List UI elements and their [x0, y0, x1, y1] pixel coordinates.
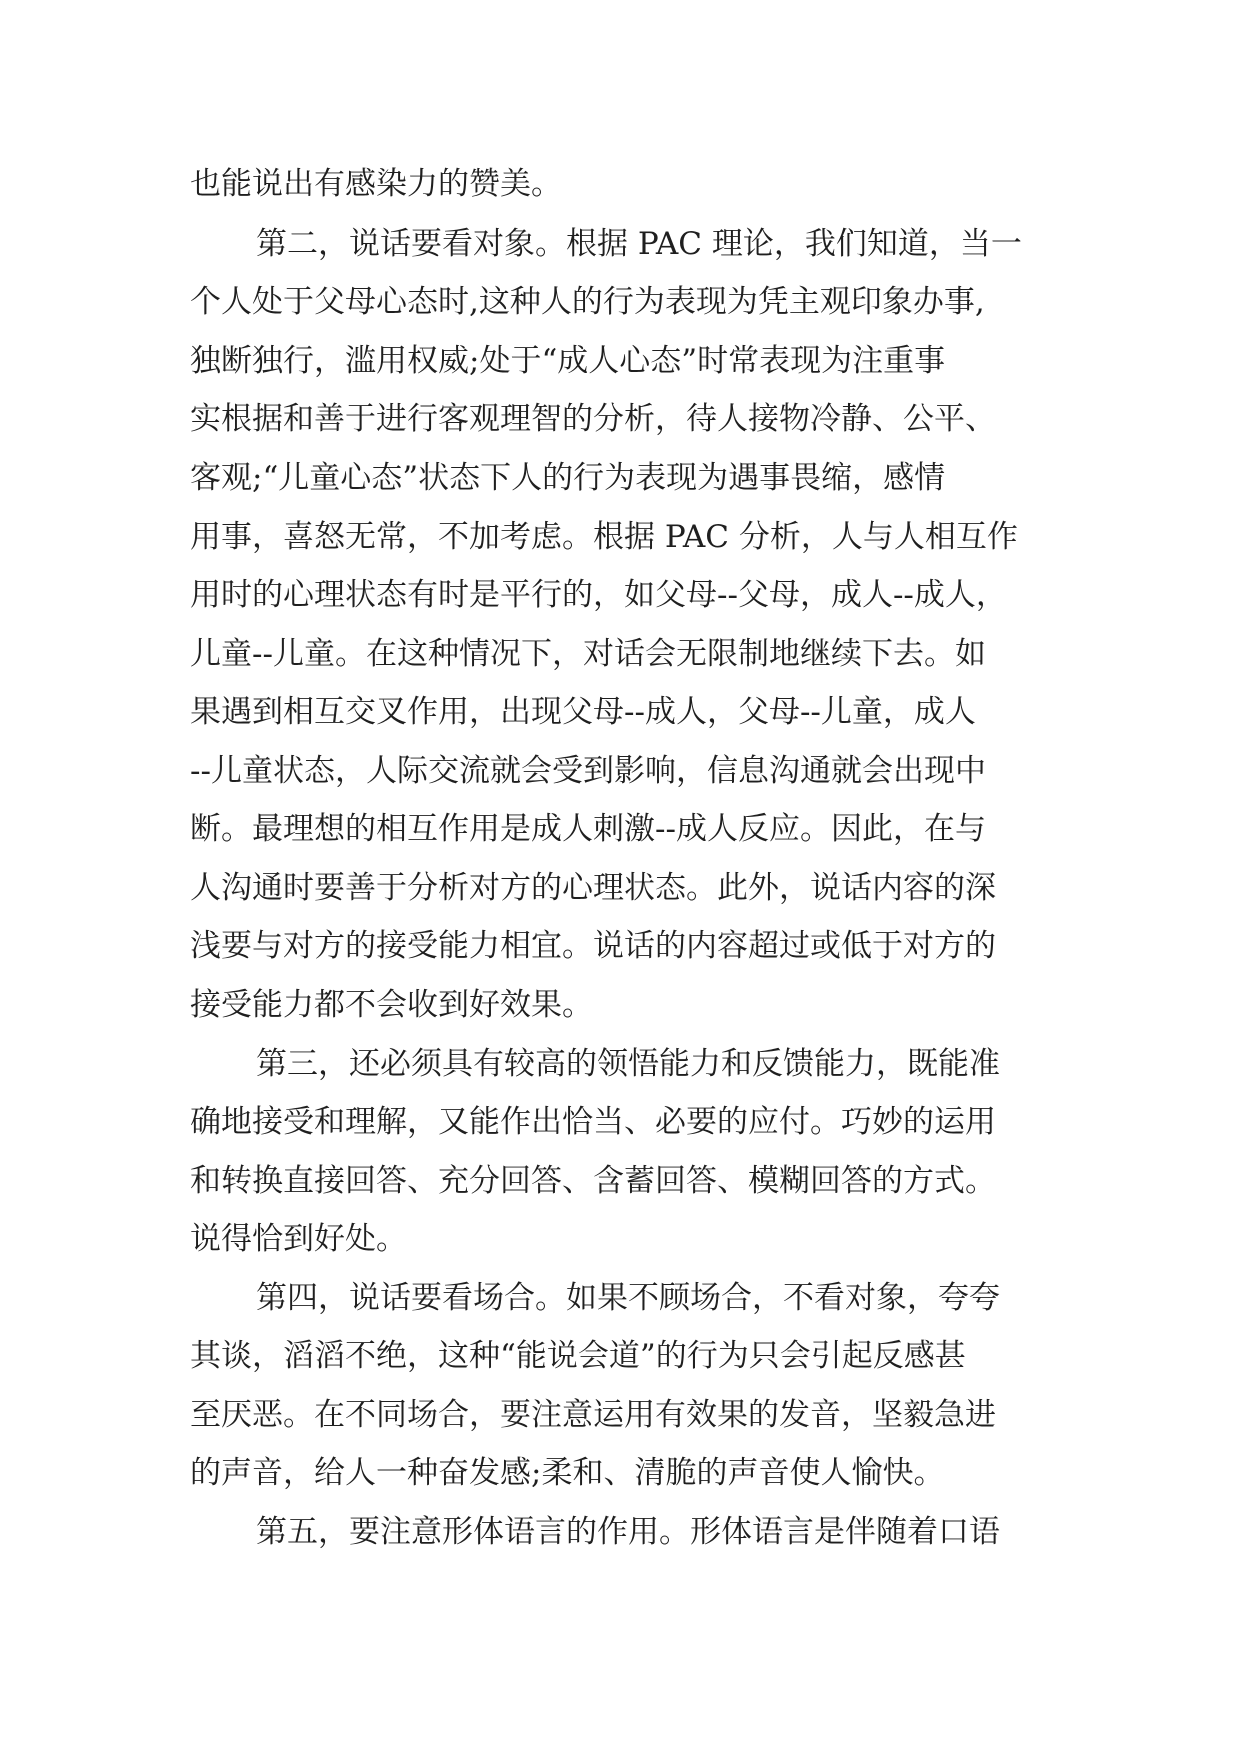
text-line: 确地接受和理解，又能作出恰当、必要的应付。巧妙的运用 [190, 1104, 996, 1140]
text-line: 实根据和善于进行客观理智的分析，待人接物冷静、公平、 [190, 401, 996, 437]
text-line: 儿童--儿童。在这种情况下，对话会无限制地继续下去。如 [190, 636, 986, 672]
text-line: 说得恰到好处。 [190, 1221, 407, 1257]
text-line: 用时的心理状态有时是平行的，如父母--父母，成人--成人， [190, 577, 1007, 613]
text-line: 断。最理想的相互作用是成人刺激--成人反应。因此，在与 [190, 811, 986, 847]
text-line: 的声音，给人一种奋发感;柔和、清脆的声音使人愉快。 [190, 1455, 945, 1491]
paragraph-first-line: 第二，说话要看对象。根据 PAC 理论，我们知道，当一 [256, 226, 1022, 262]
text-line: 用事，喜怒无常，不加考虑。根据 PAC 分析，人与人相互作 [190, 519, 1018, 555]
text-line: 接受能力都不会收到好效果。 [190, 987, 593, 1023]
text-line: 也能说出有感染力的赞美。 [190, 166, 562, 202]
text-line: 人沟通时要善于分析对方的心理状态。此外，说话内容的深 [190, 870, 996, 906]
paragraph-first-line: 第三，还必须具有较高的领悟能力和反馈能力，既能准 [256, 1046, 1000, 1082]
text-line: --儿童状态，人际交流就会受到影响，信息沟通就会出现中 [190, 753, 986, 789]
text-line: 和转换直接回答、充分回答、含蓄回答、模糊回答的方式。 [190, 1163, 996, 1199]
paragraph-first-line: 第五，要注意形体语言的作用。形体语言是伴随着口语 [256, 1514, 1000, 1550]
text-line: 个人处于父母心态时,这种人的行为表现为凭主观印象办事, [190, 284, 985, 320]
text-line: 浅要与对方的接受能力相宜。说话的内容超过或低于对方的 [190, 928, 996, 964]
text-line: 至厌恶。在不同场合，要注意运用有效果的发音，坚毅急进 [190, 1397, 996, 1433]
text-line: 其谈，滔滔不绝，这种“能说会道”的行为只会引起反感甚 [190, 1338, 966, 1374]
text-line: 果遇到相互交叉作用，出现父母--成人，父母--儿童，成人 [190, 694, 976, 730]
text-line: 独断独行，滥用权威;处于“成人心态”时常表现为注重事 [190, 343, 946, 379]
paragraph-first-line: 第四，说话要看场合。如果不顾场合，不看对象，夸夸 [256, 1280, 1000, 1316]
text-line: 客观;“儿童心态”状态下人的行为表现为遇事畏缩，感情 [190, 460, 946, 496]
